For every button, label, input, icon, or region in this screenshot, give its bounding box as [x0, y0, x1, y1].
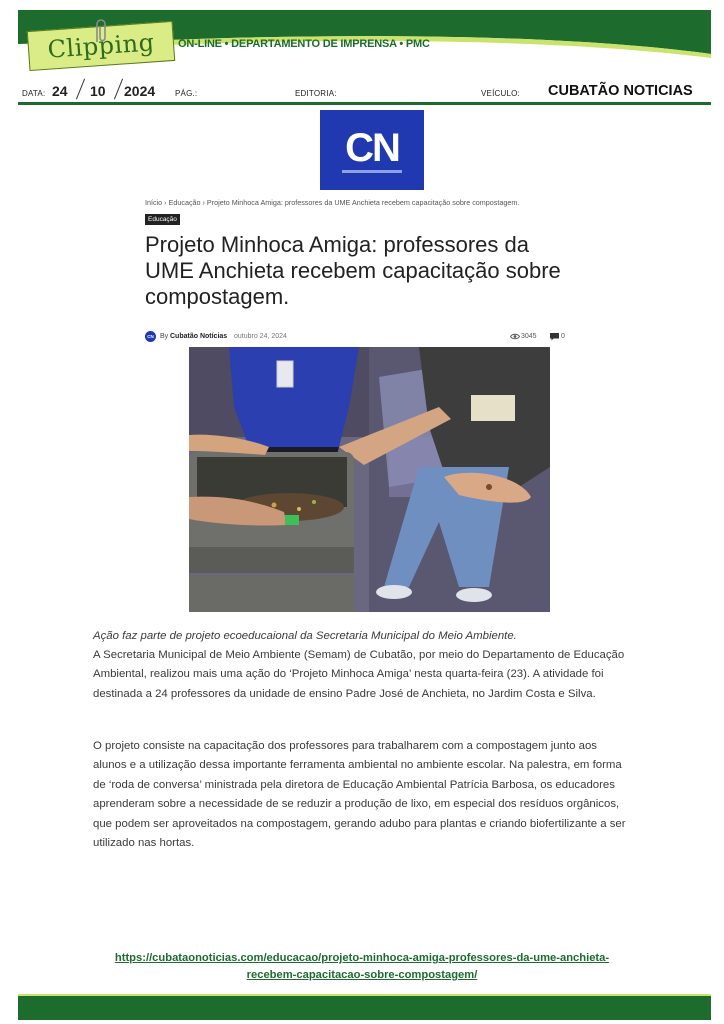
department-title: ON-LINE • DEPARTAMENTO DE IMPRENSA • PMC [178, 38, 430, 50]
article-photo [189, 347, 550, 612]
date-year: 2024 [124, 83, 156, 99]
source-logo-underline [342, 170, 402, 173]
clipping-meta-row [20, 78, 710, 102]
source-url-line-1[interactable]: https://cubataonoticias.com/educacao/projeto-minhoca-amiga-professores-da-ume-anchieta- [114, 952, 610, 964]
comment-icon[interactable] [550, 333, 559, 341]
footer-band [18, 996, 711, 1020]
source-url-link[interactable] [40, 950, 684, 984]
paperclip-icon [92, 18, 110, 44]
by-label: By [160, 333, 169, 340]
category-badge[interactable]: Educação [145, 214, 180, 225]
source-url-line-2[interactable]: recebem-capacitacao-sobre-compostagem/ [246, 969, 478, 981]
article-paragraph-2: O projeto consiste na capacitação dos professores para trabalharem com a compostagem junto aos alunos e a utilização dessa importante ferramenta ambiental no ambiente escolar. Na palestra, em forma de ‘roda de conversa’ ministrada pela diretora de Educação Ambiental Patrícia Barbosa, os educadores aprenderam sobre a necessidade de se reduzir a produção de lixo, em especial dos resíduos orgânicos, que podem ser aproveitados na compostagem, gerando adubo para plantas e criando biofertilizante a ser utilizado nas hortas. [93, 740, 626, 850]
date-month: 10 [90, 83, 106, 99]
editoria-label: EDITORIA: [295, 89, 337, 98]
view-count: 3045 [521, 333, 537, 340]
page-label: PÁG.: [175, 89, 198, 98]
publish-date: outubro 24, 2024 [234, 333, 287, 340]
photo-caption: Ação faz parte de projeto ecoeducaional da Secretaria Municipal do Meio Ambiente. [93, 630, 517, 642]
veiculo-value: CUBATÃO NOTICIAS [548, 83, 693, 99]
date-label: DATA: [22, 89, 46, 98]
source-logo-text: CN [345, 125, 399, 170]
comment-count[interactable]: 0 [561, 333, 565, 340]
article-paragraph-1: A Secretaria Municipal de Meio Ambiente (Semam) de Cubatão, por meio do Departamento de Educação Ambiental, realizou mais uma ação do ‘Projeto Minhoca Amiga’ nesta quarta-feira (23). A atividade foi destinada a 24 professores da unidade de ensino Padre José de Anchieta, no Jardim Costa e Silva. [93, 649, 625, 700]
author-name[interactable]: Cubatão Notícias [170, 333, 228, 340]
author-avatar[interactable]: CN [145, 331, 156, 342]
date-separator [114, 79, 123, 100]
breadcrumb[interactable]: Início › Educação › Projeto Minhoca Amiga: professores da UME Anchieta recebem capacitação sobre compostagem. [145, 198, 520, 207]
article-byline [145, 331, 570, 343]
meta-divider [18, 102, 711, 105]
source-logo [320, 110, 424, 190]
date-separator [76, 79, 85, 100]
veiculo-label: VEÍCULO: [481, 89, 520, 98]
clipping-logo-text: Clipping [46, 28, 156, 64]
article-headline: Projeto Minhoca Amiga: professores da UME Anchieta recebem capacitação sobre compostagem. [145, 232, 561, 309]
date-day: 24 [52, 83, 68, 99]
eye-icon [510, 333, 520, 340]
